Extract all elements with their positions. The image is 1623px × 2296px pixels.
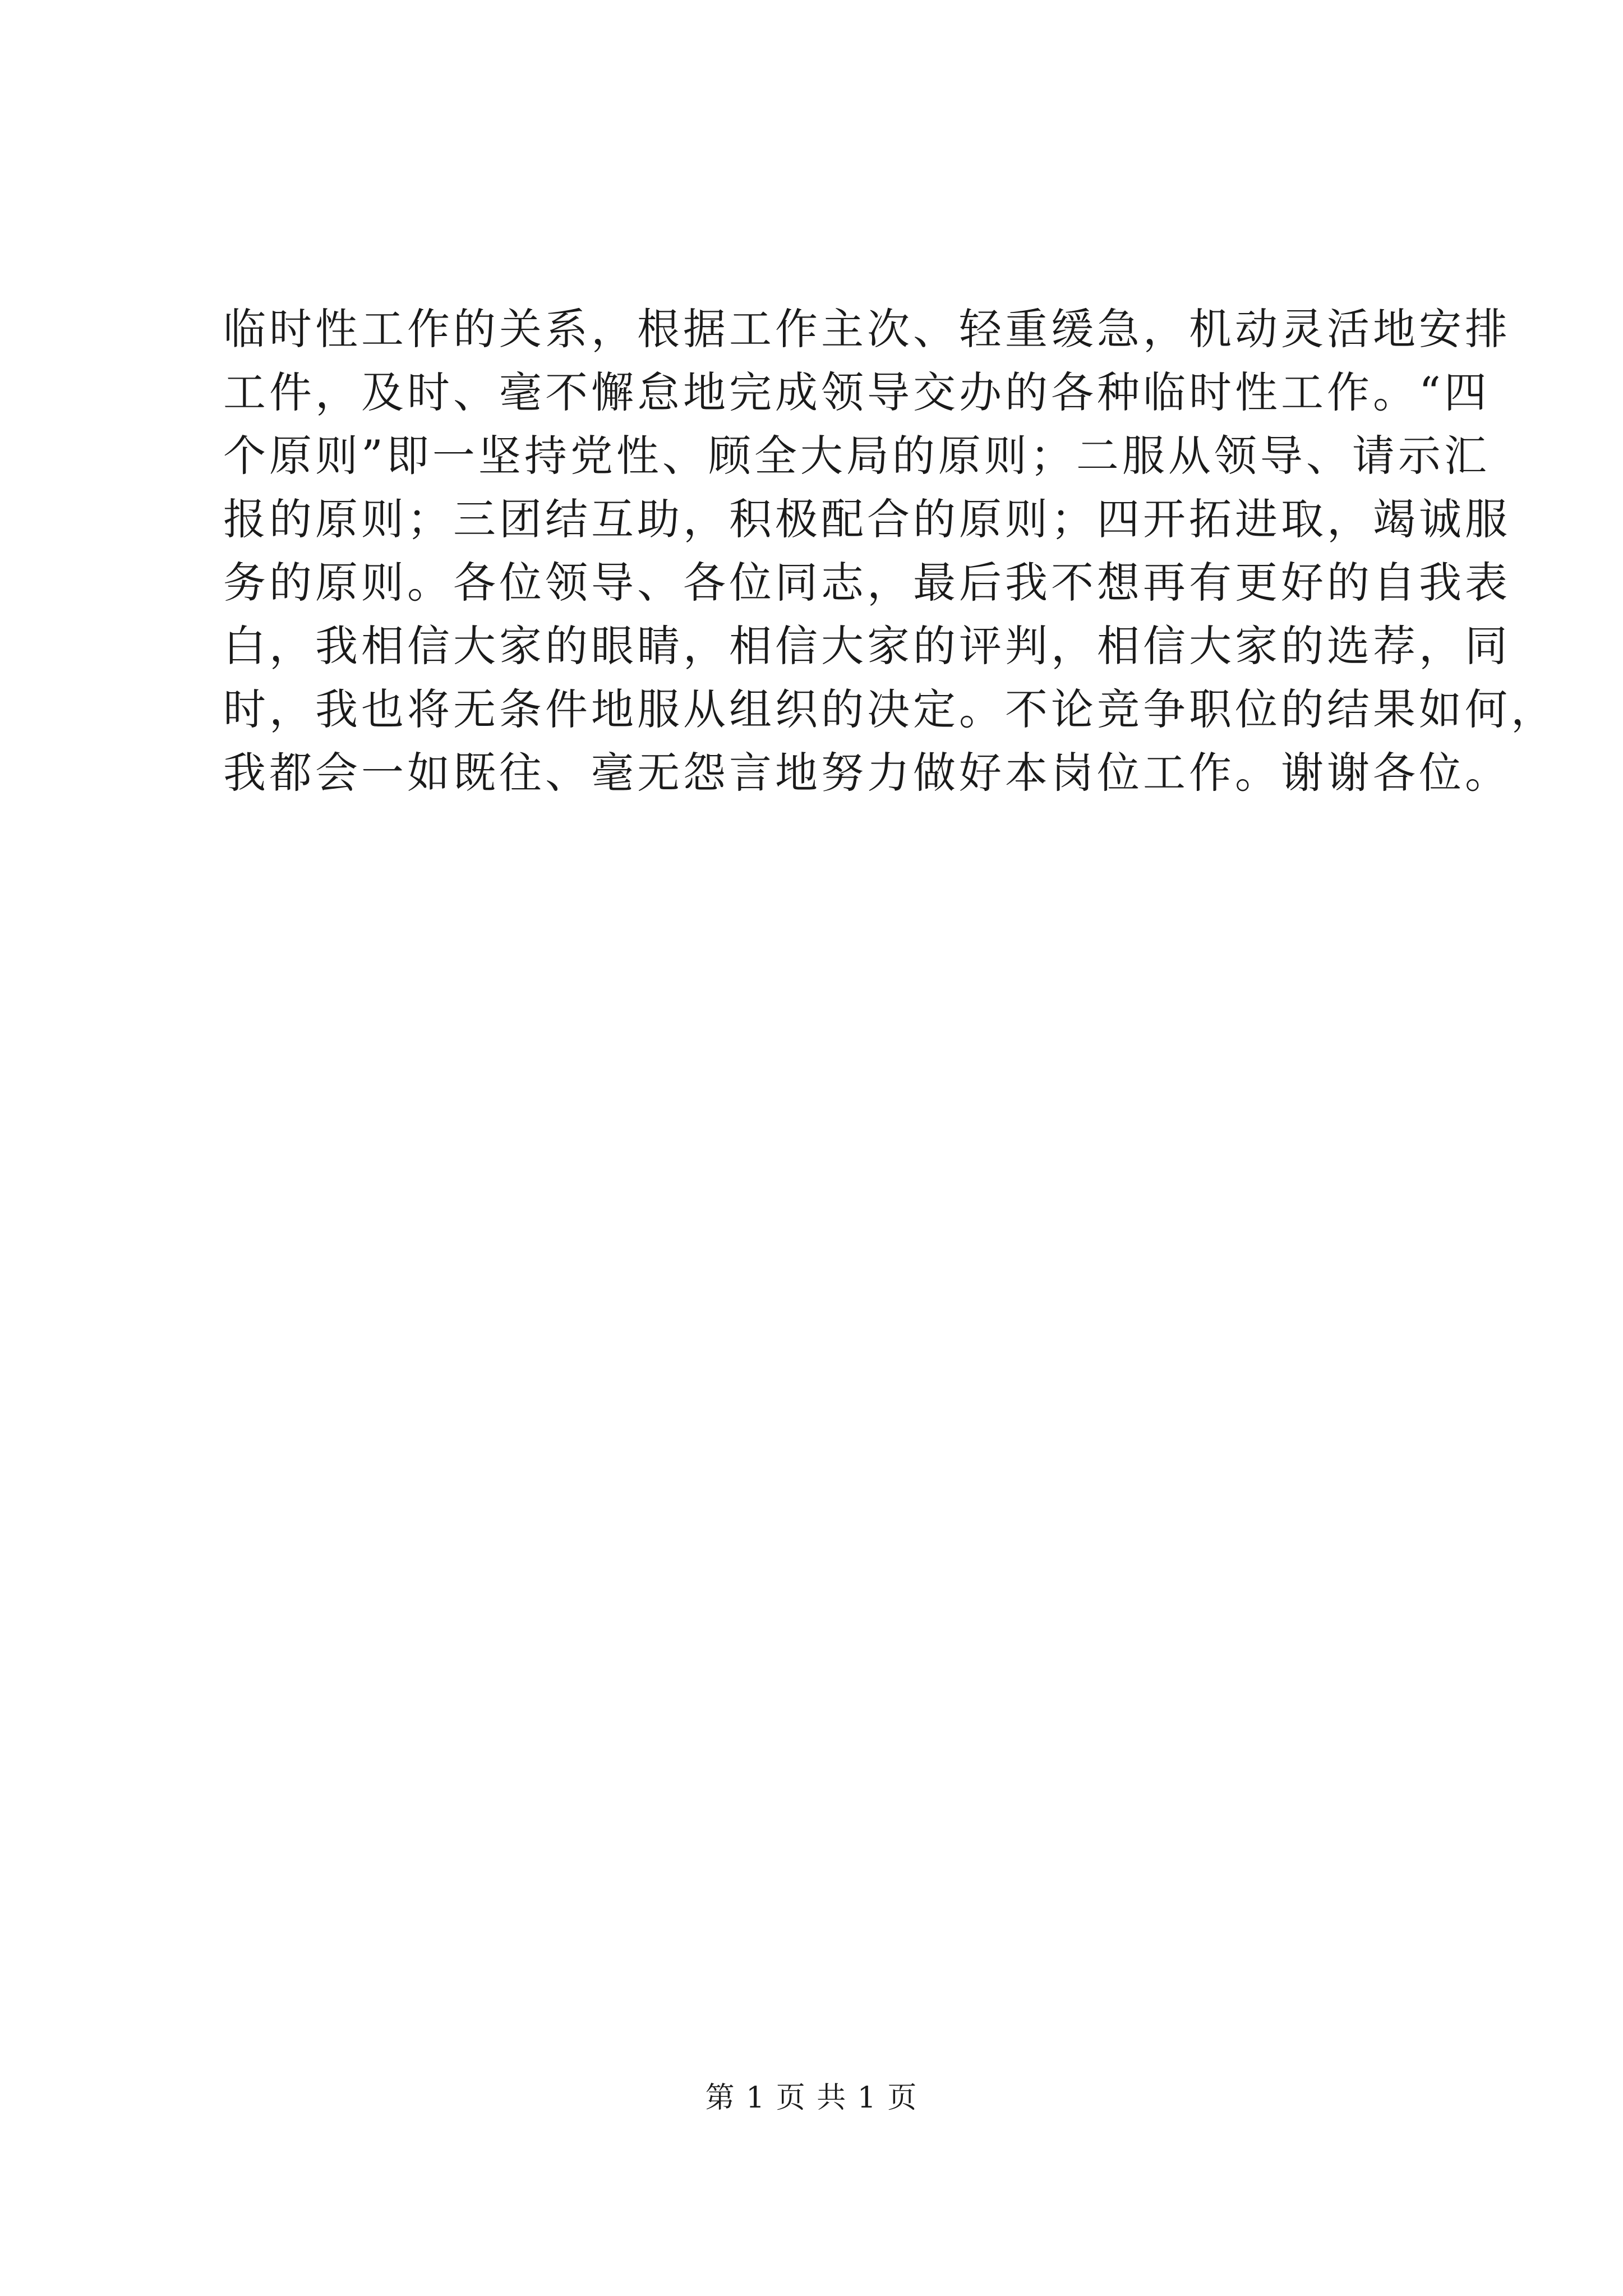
text-line: 报的原则；三团结互助，积极配合的原则；四开拓进取，竭诚服 bbox=[223, 494, 1511, 544]
text-line: 我都会一如既往、毫无怨言地努力做好本岗位工作。谢谢各位。 bbox=[223, 748, 1511, 798]
text-line: 个原则”即一坚持党性、顾全大局的原则；二服从领导、请示汇 bbox=[223, 431, 1490, 481]
page-footer: 第 1 页 共 1 页 bbox=[705, 2081, 918, 2115]
text-line: 工件，及时、毫不懈怠地完成领导交办的各种临时性工作。“四 bbox=[223, 367, 1490, 417]
text-line: 临时性工作的关系，根据工作主次、轻重缓急，机动灵活地安排 bbox=[223, 304, 1511, 354]
body-text bbox=[223, 297, 1557, 804]
text-line: 时，我也将无条件地服从组织的决定。不论竞争职位的结果如何， bbox=[223, 684, 1557, 734]
text-line: 白，我相信大家的眼睛，相信大家的评判，相信大家的选荐，同 bbox=[223, 621, 1511, 671]
text-line: 务的原则。各位领导、各位同志，最后我不想再有更好的自我表 bbox=[223, 558, 1511, 608]
